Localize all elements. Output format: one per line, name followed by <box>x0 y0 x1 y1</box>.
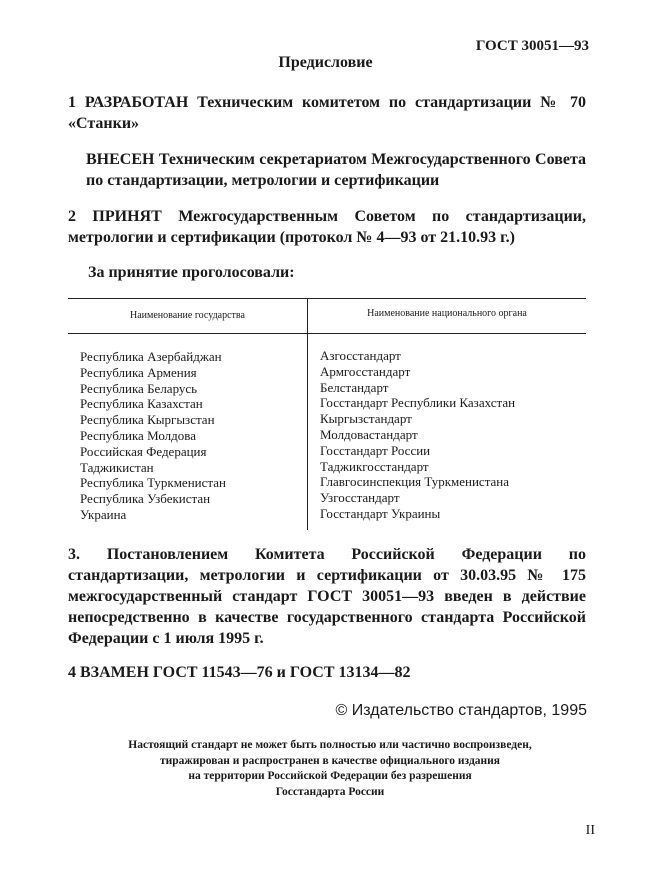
table-cell-state: Республика Молдова <box>80 427 196 443</box>
table-cell-state: Российская Федерация <box>80 443 207 459</box>
table-header-state: Наименование государства <box>130 310 245 321</box>
item-4 <box>68 662 586 683</box>
item-4-number: 4 <box>68 664 76 681</box>
table-cell-state: Республика Туркменистан <box>80 475 226 491</box>
voted-heading: За принятие проголосовали: <box>88 264 295 281</box>
table-cell-body: Азгосстандарт <box>320 348 401 363</box>
notice-line: тиражирован и распространен в качестве официального издания <box>160 754 500 767</box>
item-4-text: ВЗАМЕН ГОСТ 11543—76 и ГОСТ 13134—82 <box>80 664 411 681</box>
page-title: Предисловие <box>278 54 373 71</box>
table-cell-body: Молдовастандарт <box>320 426 418 442</box>
table-cell-state: Республика Кыргызстан <box>80 412 215 428</box>
bodies-column <box>320 348 515 522</box>
item-1 <box>68 92 586 134</box>
notice-line: на территории Российской Федерации без разрешения <box>188 770 472 782</box>
page-number: II <box>585 823 595 838</box>
item-3-text: Постановлением Комитета Российской Федерации по стандартизации, метрологии и сертификации от 30.03.95 № 175 межгосударственный стандарт ГОСТ 30051—93 введен в действие непосредственно в качестве государственного стандарта Российской Федерации с 1 июля 1995 г. <box>68 546 586 647</box>
item-2-keyword: ПРИНЯТ <box>92 208 162 225</box>
table-cell-body: Армгосстандарт <box>320 363 411 379</box>
table-header-rule <box>68 333 586 334</box>
item-3-number: 3. <box>68 546 80 563</box>
table-cell-state: Украина <box>80 506 127 522</box>
table-cell-body: Главгосинспекция Туркменистана <box>320 474 510 490</box>
table-cell-state: Республика Казахстан <box>80 396 203 412</box>
table-cell-body: Узгосстандарт <box>320 490 400 506</box>
notice-line: Госстандарта России <box>275 785 385 798</box>
item-2-text: Межгосударственным Советом по стандартизации, метрологии и сертификации (протокол № 4—93 от 21.10.93 г.) <box>68 208 586 246</box>
table-column-divider <box>307 298 308 530</box>
table-cell-body: Белстандарт <box>320 379 389 395</box>
item-2-number: 2 <box>68 208 76 225</box>
item-3 <box>68 544 586 649</box>
notice-line: Настоящий стандарт не может быть полностью или частично воспроизведен, <box>128 739 532 751</box>
copyright-line: © Издательство стандартов, 1995 <box>335 702 587 719</box>
document-code: ГОСТ 30051—93 <box>475 38 589 54</box>
table-top-rule <box>68 298 586 299</box>
item-2 <box>68 206 586 248</box>
table-cell-body: Таджикгосстандарт <box>320 458 429 474</box>
item-1-text: РАЗРАБОТАН Техническим комитетом по стандартизации № 70 «Станки» <box>68 94 587 132</box>
reproduction-notice <box>90 738 570 800</box>
table-cell-state: Таджикистан <box>80 459 154 475</box>
table-header-body: Наименование национального органа <box>367 308 527 319</box>
table-cell-body: Кыргызстандарт <box>320 411 412 427</box>
table-cell-body: Госстандарт Республики Казахстан <box>320 395 516 411</box>
table-cell-body: Госстандарт России <box>320 442 431 458</box>
table-cell-state: Республика Беларусь <box>80 380 198 396</box>
table-cell-state: Республика Узбекистан <box>80 491 211 507</box>
table-cell-state: Республика Азербайджан <box>80 349 222 364</box>
table-cell-state: Республика Армения <box>80 364 197 380</box>
table-cell-body: Госстандарт Украины <box>320 505 441 521</box>
states-column <box>80 349 226 523</box>
vnesen-paragraph: ВНЕСЕН Техническим секретариатом Межгосударственного Совета по стандартизации, метрологии и сертификации <box>86 151 586 189</box>
item-1-number: 1 <box>68 94 76 111</box>
